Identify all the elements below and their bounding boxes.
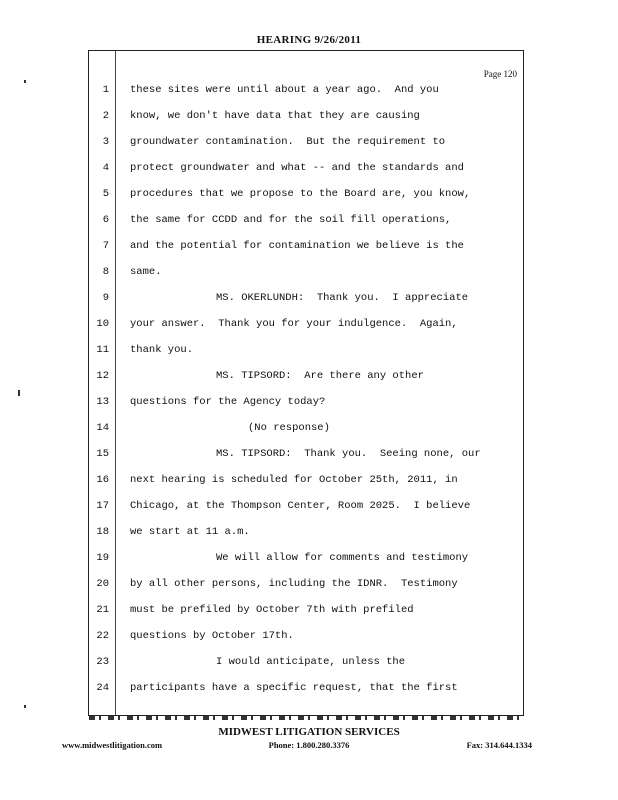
transcript-line: 20 by all other persons, including the IDNR. Testimony <box>96 578 458 590</box>
footer-website: www.midwestlitigation.com <box>62 740 163 750</box>
transcript-line: 23 I would anticipate, unless the <box>96 656 406 668</box>
footer-phone: Phone: 1.800.280.3376 <box>268 740 350 750</box>
transcript-line: 8 same. <box>102 266 162 278</box>
transcript-line: 9 MS. OKERLUNDH: Thank you. I appreciate <box>102 292 469 304</box>
transcript-line: 21 must be prefiled by October 7th with prefiled <box>96 604 414 616</box>
transcript-line: 3 groundwater contamination. But the requirement to <box>102 136 446 148</box>
transcript-line: 16 next hearing is scheduled for October 25th, 2011, in <box>96 474 458 486</box>
transcript-line: 4 protect groundwater and what -- and the standards and <box>102 162 464 174</box>
transcript-line: 18 we start at 11 a.m. <box>96 526 250 538</box>
footer-contact-row <box>0 740 618 752</box>
page-number: Page 120 <box>483 69 517 79</box>
transcript-line: 5 procedures that we propose to the Board are, you know, <box>102 188 471 200</box>
transcript-line: 13 questions for the Agency today? <box>96 396 326 408</box>
transcript-line: 12 MS. TIPSORD: Are there any other <box>96 370 424 382</box>
transcript-line: 1 these sites were until about a year ago. And you <box>102 84 439 96</box>
transcript-line: 6 the same for CCDD and for the soil fill operations, <box>102 214 452 226</box>
frame-bottom-border <box>89 716 523 720</box>
scan-speck <box>18 390 20 396</box>
transcript-page-frame <box>88 50 524 716</box>
hearing-header: HEARING 9/26/2011 <box>256 34 362 46</box>
transcript-line: 7 and the potential for contamination we believe is the <box>102 240 464 252</box>
scan-speck <box>24 705 26 708</box>
footer-company-name: MIDWEST LITIGATION SERVICES <box>218 726 400 738</box>
footer-fax: Fax: 314.644.1334 <box>466 740 532 750</box>
transcript-line: 2 know, we don't have data that they are causing <box>102 110 420 122</box>
transcript-line: 24 participants have a specific request, that the first <box>96 682 458 694</box>
transcript-line: 15 MS. TIPSORD: Thank you. Seeing none, our <box>96 448 481 460</box>
scan-speck <box>24 80 26 83</box>
transcript-line: 19 We will allow for comments and testimony <box>96 552 469 564</box>
transcript-line: 17 Chicago, at the Thompson Center, Room 2025. I believe <box>96 500 471 512</box>
transcript-line: 22 questions by October 17th. <box>96 630 294 642</box>
transcript-line: 14 (No response) <box>96 422 330 434</box>
transcript-line: 11 thank you. <box>96 344 194 356</box>
transcript-line: 10 your answer. Thank you for your indulgence. Again, <box>96 318 458 330</box>
